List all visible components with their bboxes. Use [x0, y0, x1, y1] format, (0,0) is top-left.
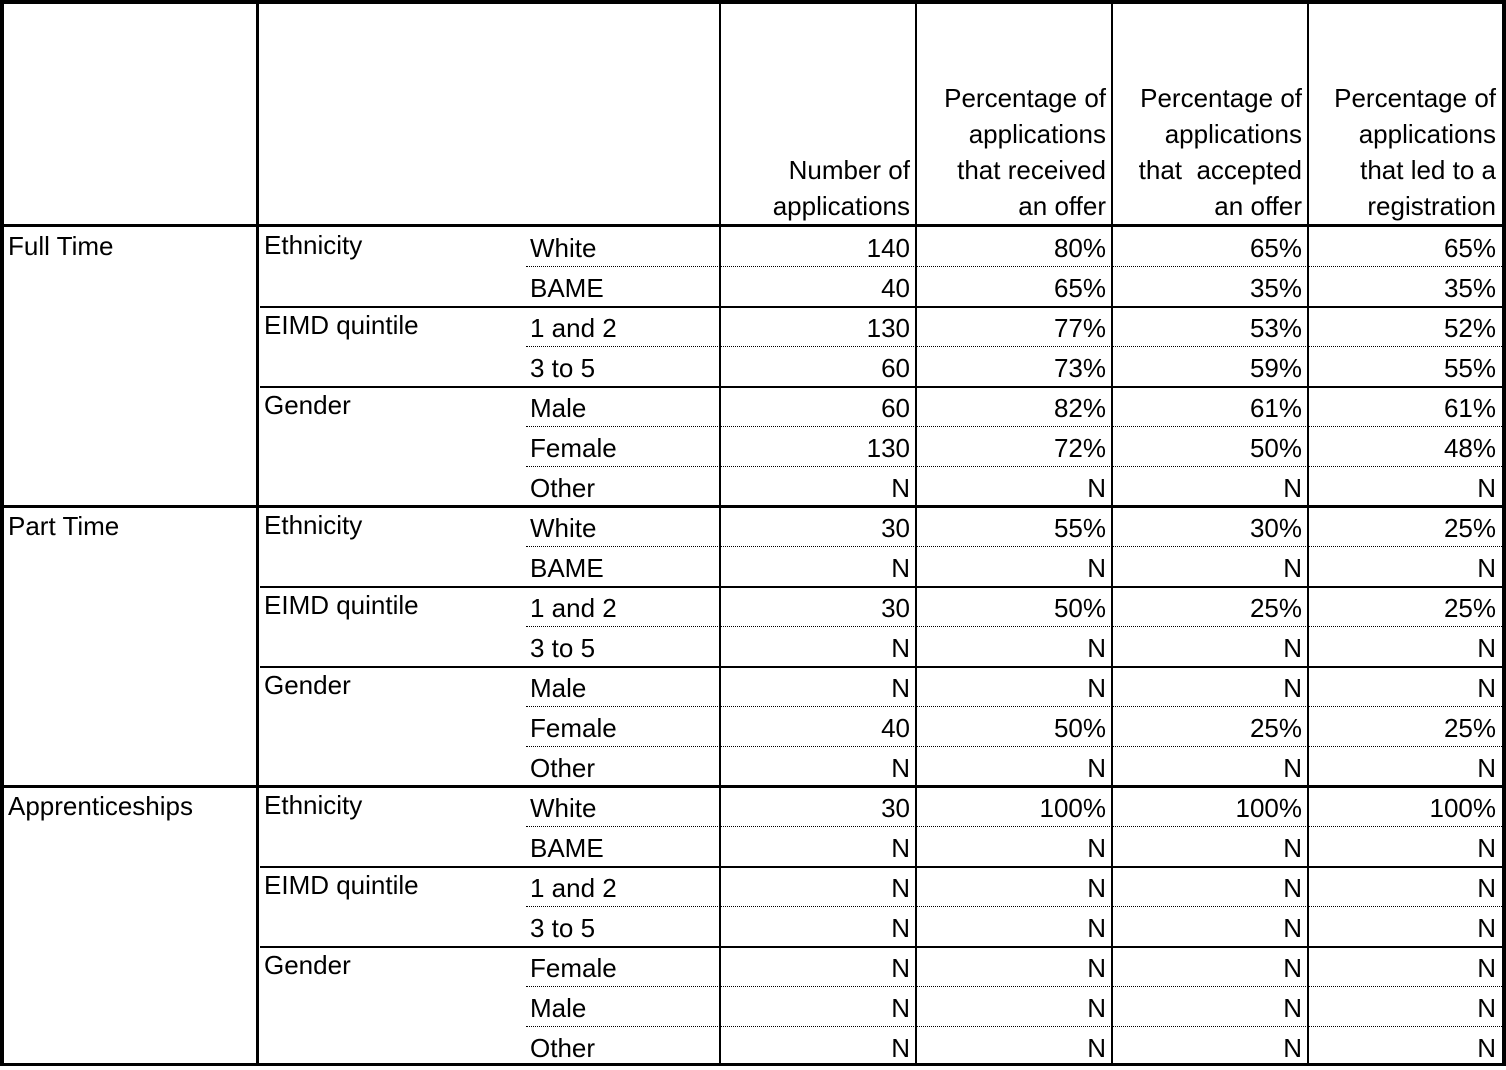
- column-header-line: an offer: [1214, 191, 1302, 221]
- column-header-line: Percentage of: [1334, 83, 1496, 113]
- table-cell: 25%: [1249, 593, 1302, 623]
- row-label: Female: [530, 953, 617, 983]
- table-cell: 52%: [1443, 313, 1496, 343]
- category-label: Gender: [264, 670, 351, 700]
- row-label: White: [530, 793, 597, 823]
- table-cell: N: [1283, 553, 1302, 583]
- table-cell: 25%: [1443, 513, 1496, 543]
- table-cell: N: [891, 553, 910, 583]
- table-cell: 48%: [1443, 433, 1496, 463]
- category-label: Gender: [264, 390, 351, 420]
- table-cell: 25%: [1249, 713, 1302, 743]
- row-label: Other: [530, 1033, 596, 1063]
- table-cell: N: [1477, 753, 1496, 783]
- table-cell: 80%: [1053, 233, 1106, 263]
- table-cell: 35%: [1443, 273, 1496, 303]
- column-header: [1112, 4, 1308, 224]
- category-label: Ethnicity: [264, 510, 363, 540]
- row-label: BAME: [530, 833, 604, 863]
- group-label: Full Time: [8, 231, 114, 261]
- table-cell: N: [1477, 993, 1496, 1023]
- table-cell: 50%: [1053, 593, 1106, 623]
- table-cell: N: [1283, 873, 1302, 903]
- row-label: BAME: [530, 553, 604, 583]
- row-label: Male: [530, 993, 587, 1023]
- column-divider: [1111, 0, 1113, 1066]
- table-cell: 72%: [1053, 433, 1106, 463]
- table-cell: N: [891, 1033, 910, 1063]
- table-cell: N: [1477, 553, 1496, 583]
- row-label: Male: [530, 673, 587, 703]
- table-cell: 100%: [1429, 793, 1496, 823]
- table-cell: 61%: [1249, 393, 1302, 423]
- row-label: Other: [530, 753, 596, 783]
- column-header-line: that led to a: [1360, 155, 1496, 185]
- table-cell: N: [1477, 873, 1496, 903]
- row-label: White: [530, 513, 597, 543]
- table-cell: N: [891, 673, 910, 703]
- table-cell: 60: [881, 393, 910, 423]
- column-header-line: Number of: [788, 155, 910, 185]
- table-cell: N: [1283, 753, 1302, 783]
- table-cell: 30: [881, 593, 910, 623]
- column-header-line: applications: [1164, 119, 1302, 149]
- table-cell: N: [891, 913, 910, 943]
- column-header-line: applications: [1358, 119, 1496, 149]
- category-label: Ethnicity: [264, 230, 363, 260]
- column-header: [720, 4, 916, 224]
- column-divider: [915, 0, 917, 1066]
- table-cell: N: [1283, 673, 1302, 703]
- table-cell: N: [1283, 1033, 1302, 1063]
- table-cell: 50%: [1249, 433, 1302, 463]
- table-cell: 65%: [1443, 233, 1496, 263]
- column-header-line: that received: [957, 155, 1106, 185]
- table-cell: N: [891, 873, 910, 903]
- table-border-top: [0, 0, 1506, 4]
- table-cell: 30%: [1249, 513, 1302, 543]
- row-label: 3 to 5: [530, 633, 596, 663]
- table-cell: N: [1283, 993, 1302, 1023]
- column-header: [916, 4, 1112, 224]
- table-cell: N: [1087, 913, 1106, 943]
- table-cell: N: [891, 953, 910, 983]
- table-cell: N: [1087, 873, 1106, 903]
- table-cell: 25%: [1443, 713, 1496, 743]
- table-cell: 100%: [1039, 793, 1106, 823]
- table-cell: 73%: [1053, 353, 1106, 383]
- table-cell: N: [1283, 473, 1302, 503]
- table-cell: N: [1477, 1033, 1496, 1063]
- row-label: 3 to 5: [530, 913, 596, 943]
- table-cell: N: [1087, 553, 1106, 583]
- column-header-line: applications: [772, 191, 910, 221]
- table-cell: N: [1087, 833, 1106, 863]
- row-label: Female: [530, 433, 617, 463]
- table-cell: N: [1087, 1033, 1106, 1063]
- table-cell: N: [1087, 473, 1106, 503]
- table-cell: 65%: [1053, 273, 1106, 303]
- table-cell: 53%: [1249, 313, 1302, 343]
- row-label: Other: [530, 473, 596, 503]
- table-cell: N: [1477, 833, 1496, 863]
- table-cell: 59%: [1249, 353, 1302, 383]
- group-label: Apprenticeships: [8, 791, 193, 821]
- table-cell: N: [1087, 753, 1106, 783]
- table-cell: N: [891, 993, 910, 1023]
- row-label: Male: [530, 393, 587, 423]
- column-header-line: Percentage of: [1140, 83, 1302, 113]
- category-label: EIMD quintile: [264, 590, 419, 620]
- table-cell: 130: [866, 433, 910, 463]
- table-cell: 50%: [1053, 713, 1106, 743]
- row-label: 3 to 5: [530, 353, 596, 383]
- column-header-line: registration: [1367, 191, 1496, 221]
- category-label: Gender: [264, 950, 351, 980]
- table-cell: N: [1087, 633, 1106, 663]
- category-label: EIMD quintile: [264, 870, 419, 900]
- table-cell: 140: [866, 233, 910, 263]
- column-divider: [1307, 0, 1309, 1066]
- table-cell: 40: [881, 713, 910, 743]
- column-divider: [719, 0, 721, 1066]
- column-header-line: applications: [968, 119, 1106, 149]
- table-cell: 30: [881, 513, 910, 543]
- table-cell: N: [1283, 913, 1302, 943]
- column-header: [1308, 4, 1502, 224]
- column-divider: [256, 0, 259, 1066]
- column-header-line: that accepted: [1138, 155, 1302, 185]
- table-cell: 55%: [1443, 353, 1496, 383]
- table-cell: 100%: [1235, 793, 1302, 823]
- table-cell: N: [891, 473, 910, 503]
- table-cell: N: [891, 833, 910, 863]
- table-cell: 82%: [1053, 393, 1106, 423]
- table-cell: 65%: [1249, 233, 1302, 263]
- group-label: Part Time: [8, 511, 120, 541]
- table-cell: 60: [881, 353, 910, 383]
- table-cell: N: [1087, 993, 1106, 1023]
- table-cell: N: [891, 633, 910, 663]
- row-label: 1 and 2: [530, 873, 617, 903]
- category-label: Ethnicity: [264, 790, 363, 820]
- row-label: Female: [530, 713, 617, 743]
- row-label: 1 and 2: [530, 313, 617, 343]
- table-cell: 77%: [1053, 313, 1106, 343]
- table-cell: N: [1283, 833, 1302, 863]
- table-cell: 40: [881, 273, 910, 303]
- row-label: 1 and 2: [530, 593, 617, 623]
- table-cell: N: [1477, 913, 1496, 943]
- table-cell: N: [891, 753, 910, 783]
- category-label: EIMD quintile: [264, 310, 419, 340]
- table-cell: N: [1477, 673, 1496, 703]
- column-header-line: Percentage of: [944, 83, 1106, 113]
- table-cell: 130: [866, 313, 910, 343]
- table-cell: N: [1477, 473, 1496, 503]
- table-cell: 61%: [1443, 393, 1496, 423]
- table-cell: N: [1283, 633, 1302, 663]
- table-cell: N: [1087, 673, 1106, 703]
- table-border-right: [1502, 0, 1506, 1066]
- table-cell: 35%: [1249, 273, 1302, 303]
- row-label: BAME: [530, 273, 604, 303]
- row-label: White: [530, 233, 597, 263]
- table-cell: N: [1477, 953, 1496, 983]
- table-border-left: [0, 0, 4, 1066]
- table-cell: N: [1477, 633, 1496, 663]
- table-cell: N: [1087, 953, 1106, 983]
- table-cell: 30: [881, 793, 910, 823]
- table-cell: 25%: [1443, 593, 1496, 623]
- header-separator: [0, 224, 1506, 227]
- column-header-line: an offer: [1018, 191, 1106, 221]
- table-cell: 55%: [1053, 513, 1106, 543]
- table-cell: N: [1283, 953, 1302, 983]
